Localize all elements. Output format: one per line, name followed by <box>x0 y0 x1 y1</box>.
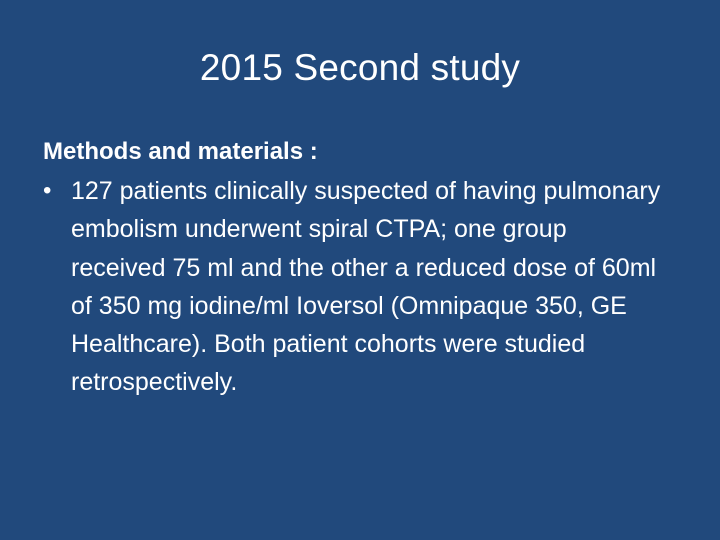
slide-body <box>43 134 683 402</box>
bullet-text: 127 patients clinically suspected of having pulmonary embolism underwent spiral CTPA; one group received 75 ml and the other a reduced dose of 60ml of 350 mg iodine/ml Ioversol (Omnipaque 350, GE Healthcare). Both patient cohorts were studied retrospectively. <box>71 177 661 397</box>
bullet-marker: • <box>43 177 52 204</box>
slide-title: 2015 Second study <box>199 47 521 88</box>
bullet-item <box>43 172 683 402</box>
section-heading: Methods and materials : <box>43 138 318 165</box>
